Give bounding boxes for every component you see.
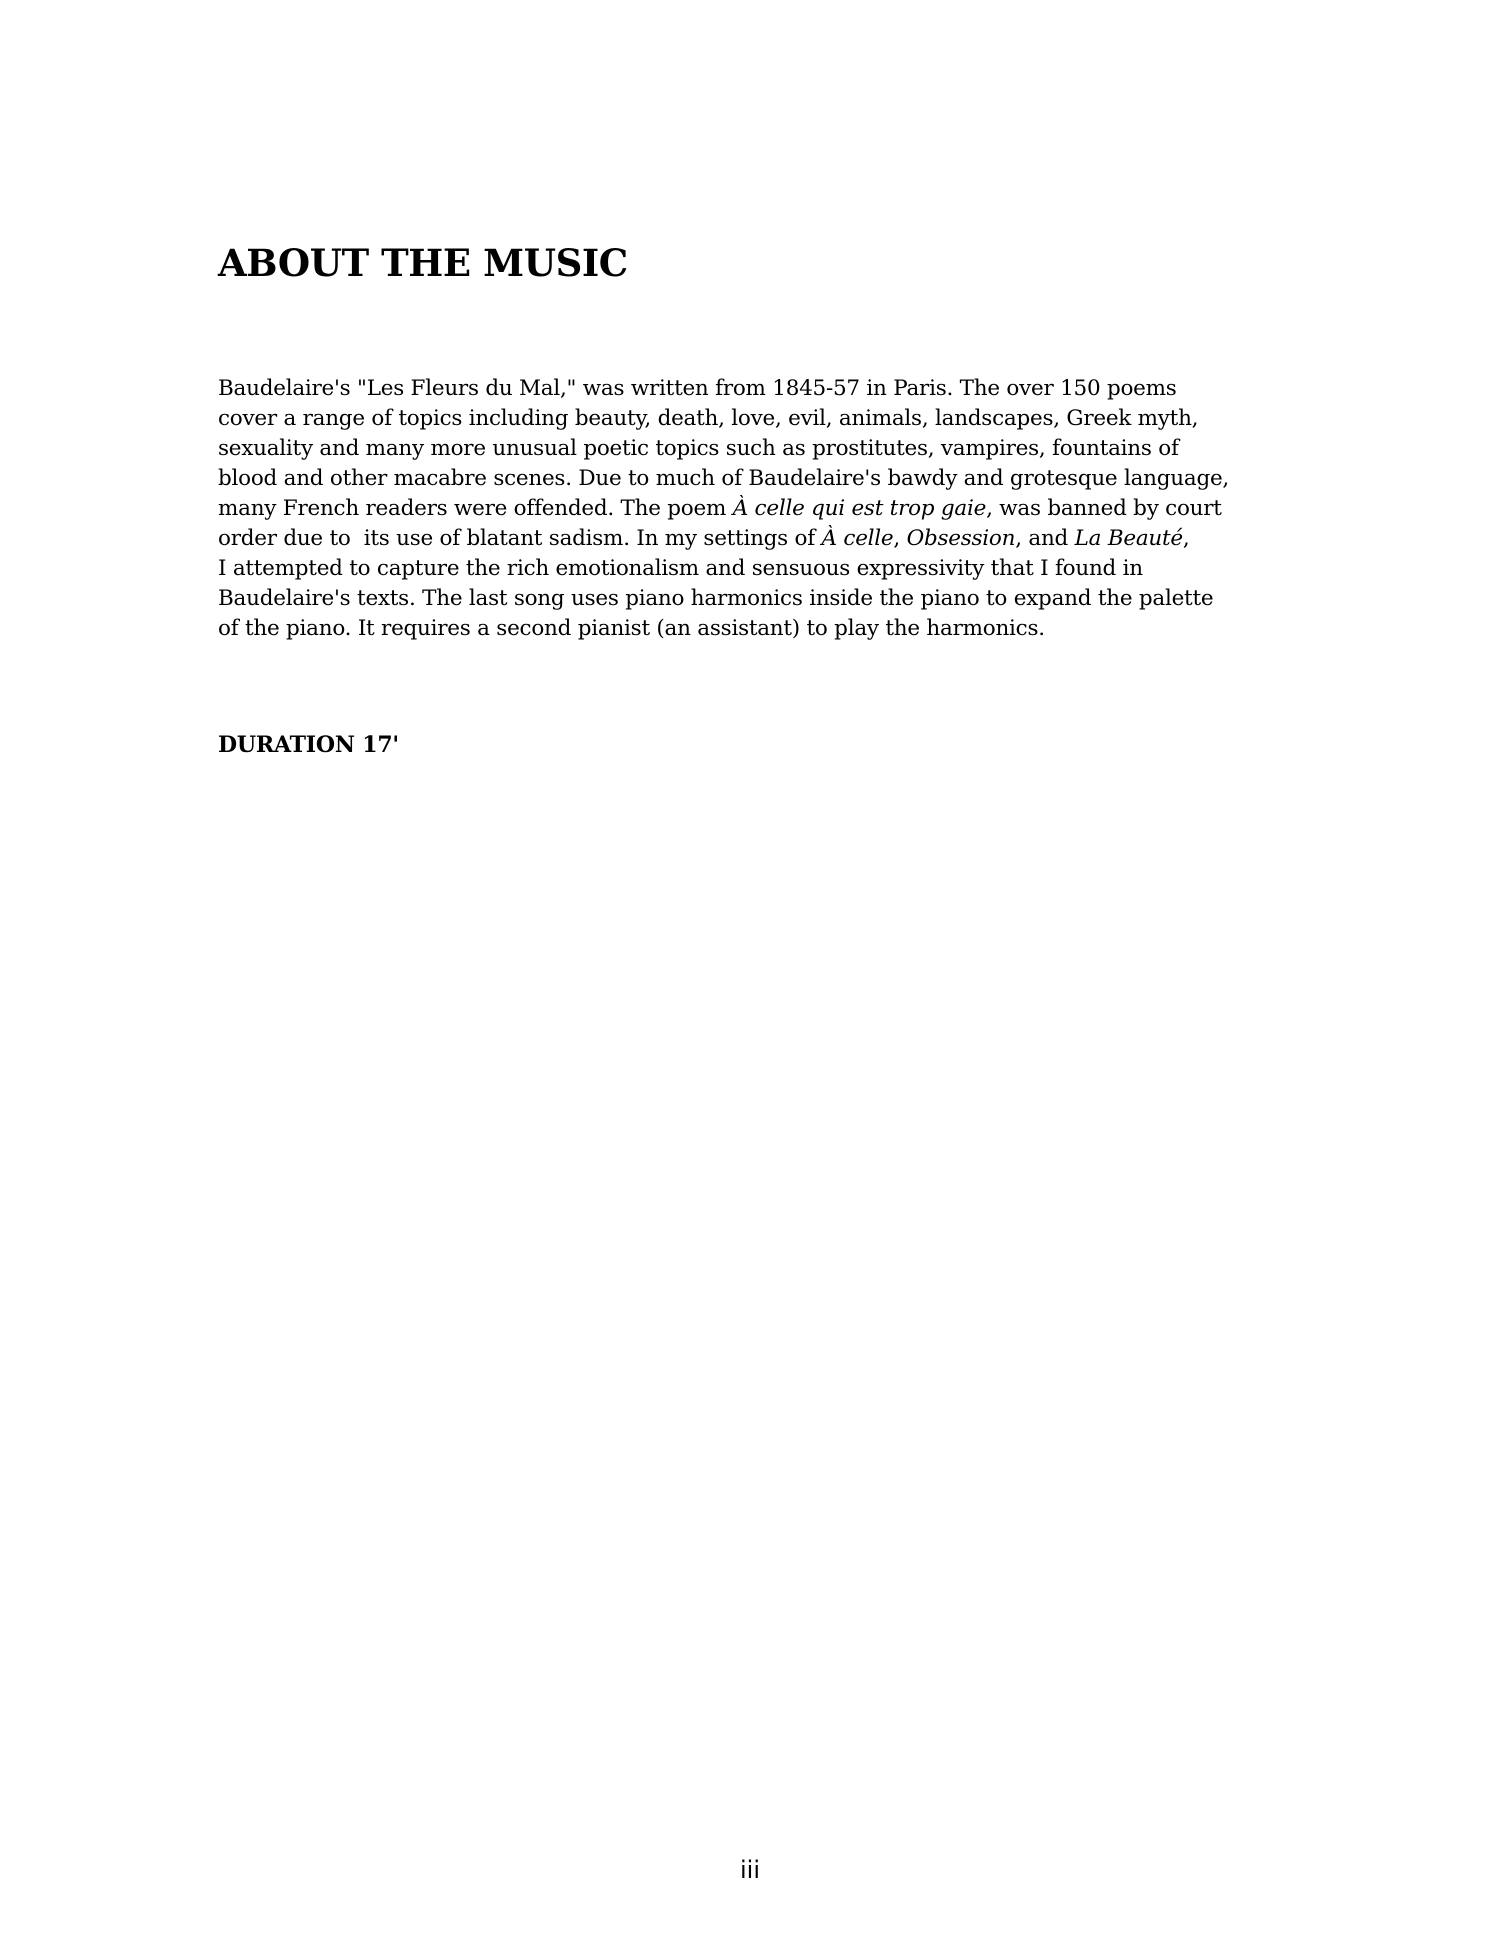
paragraph-line [218,554,1358,584]
paragraph-line [218,404,1358,434]
paragraph-line [218,464,1358,494]
poem-title: À celle qui est trop gaie [732,496,987,521]
poem-title: La Beauté [1074,526,1183,551]
paragraph-line [218,494,1358,524]
paragraph-line [218,584,1358,614]
text-run: , was banned by court [986,496,1222,521]
text-run: Baudelaire's texts. The last song uses piano harmonics inside the piano to expand the palette [218,586,1214,611]
text-run: many French readers were offended. The poem [218,496,733,521]
text-run: I attempted to capture the rich emotionalism and sensuous expressivity that I found in [218,556,1143,581]
page-number: iii [739,1856,760,1884]
paragraph-line [218,434,1358,464]
poem-title: Obsession [906,526,1016,551]
page-title: ABOUT THE MUSIC [218,241,628,285]
body-paragraph [218,374,1358,644]
paragraph-line [218,374,1358,404]
text-run: order due to its use of blatant sadism. In my settings of [218,526,822,551]
paragraph-line [218,614,1358,644]
text-run: Baudelaire's "Les Fleurs du Mal," was written from 1845-57 in Paris. The over 150 poems [218,376,1177,401]
text-run: sexuality and many more unusual poetic topics such as prostitutes, vampires, fountains of [218,436,1179,461]
poem-title: À celle [821,526,894,551]
text-run: , and [1015,526,1075,551]
text-run: blood and other macabre scenes. Due to much of Baudelaire's bawdy and grotesque language, [218,466,1230,491]
duration-label: DURATION 17' [218,732,399,758]
text-run: , [1182,526,1190,551]
text-run: cover a range of topics including beauty, death, love, evil, animals, landscapes, Greek myth, [218,406,1199,431]
paragraph-line [218,524,1358,554]
text-run: , [893,526,907,551]
text-run: of the piano. It requires a second pianist (an assistant) to play the harmonics. [218,616,1045,641]
